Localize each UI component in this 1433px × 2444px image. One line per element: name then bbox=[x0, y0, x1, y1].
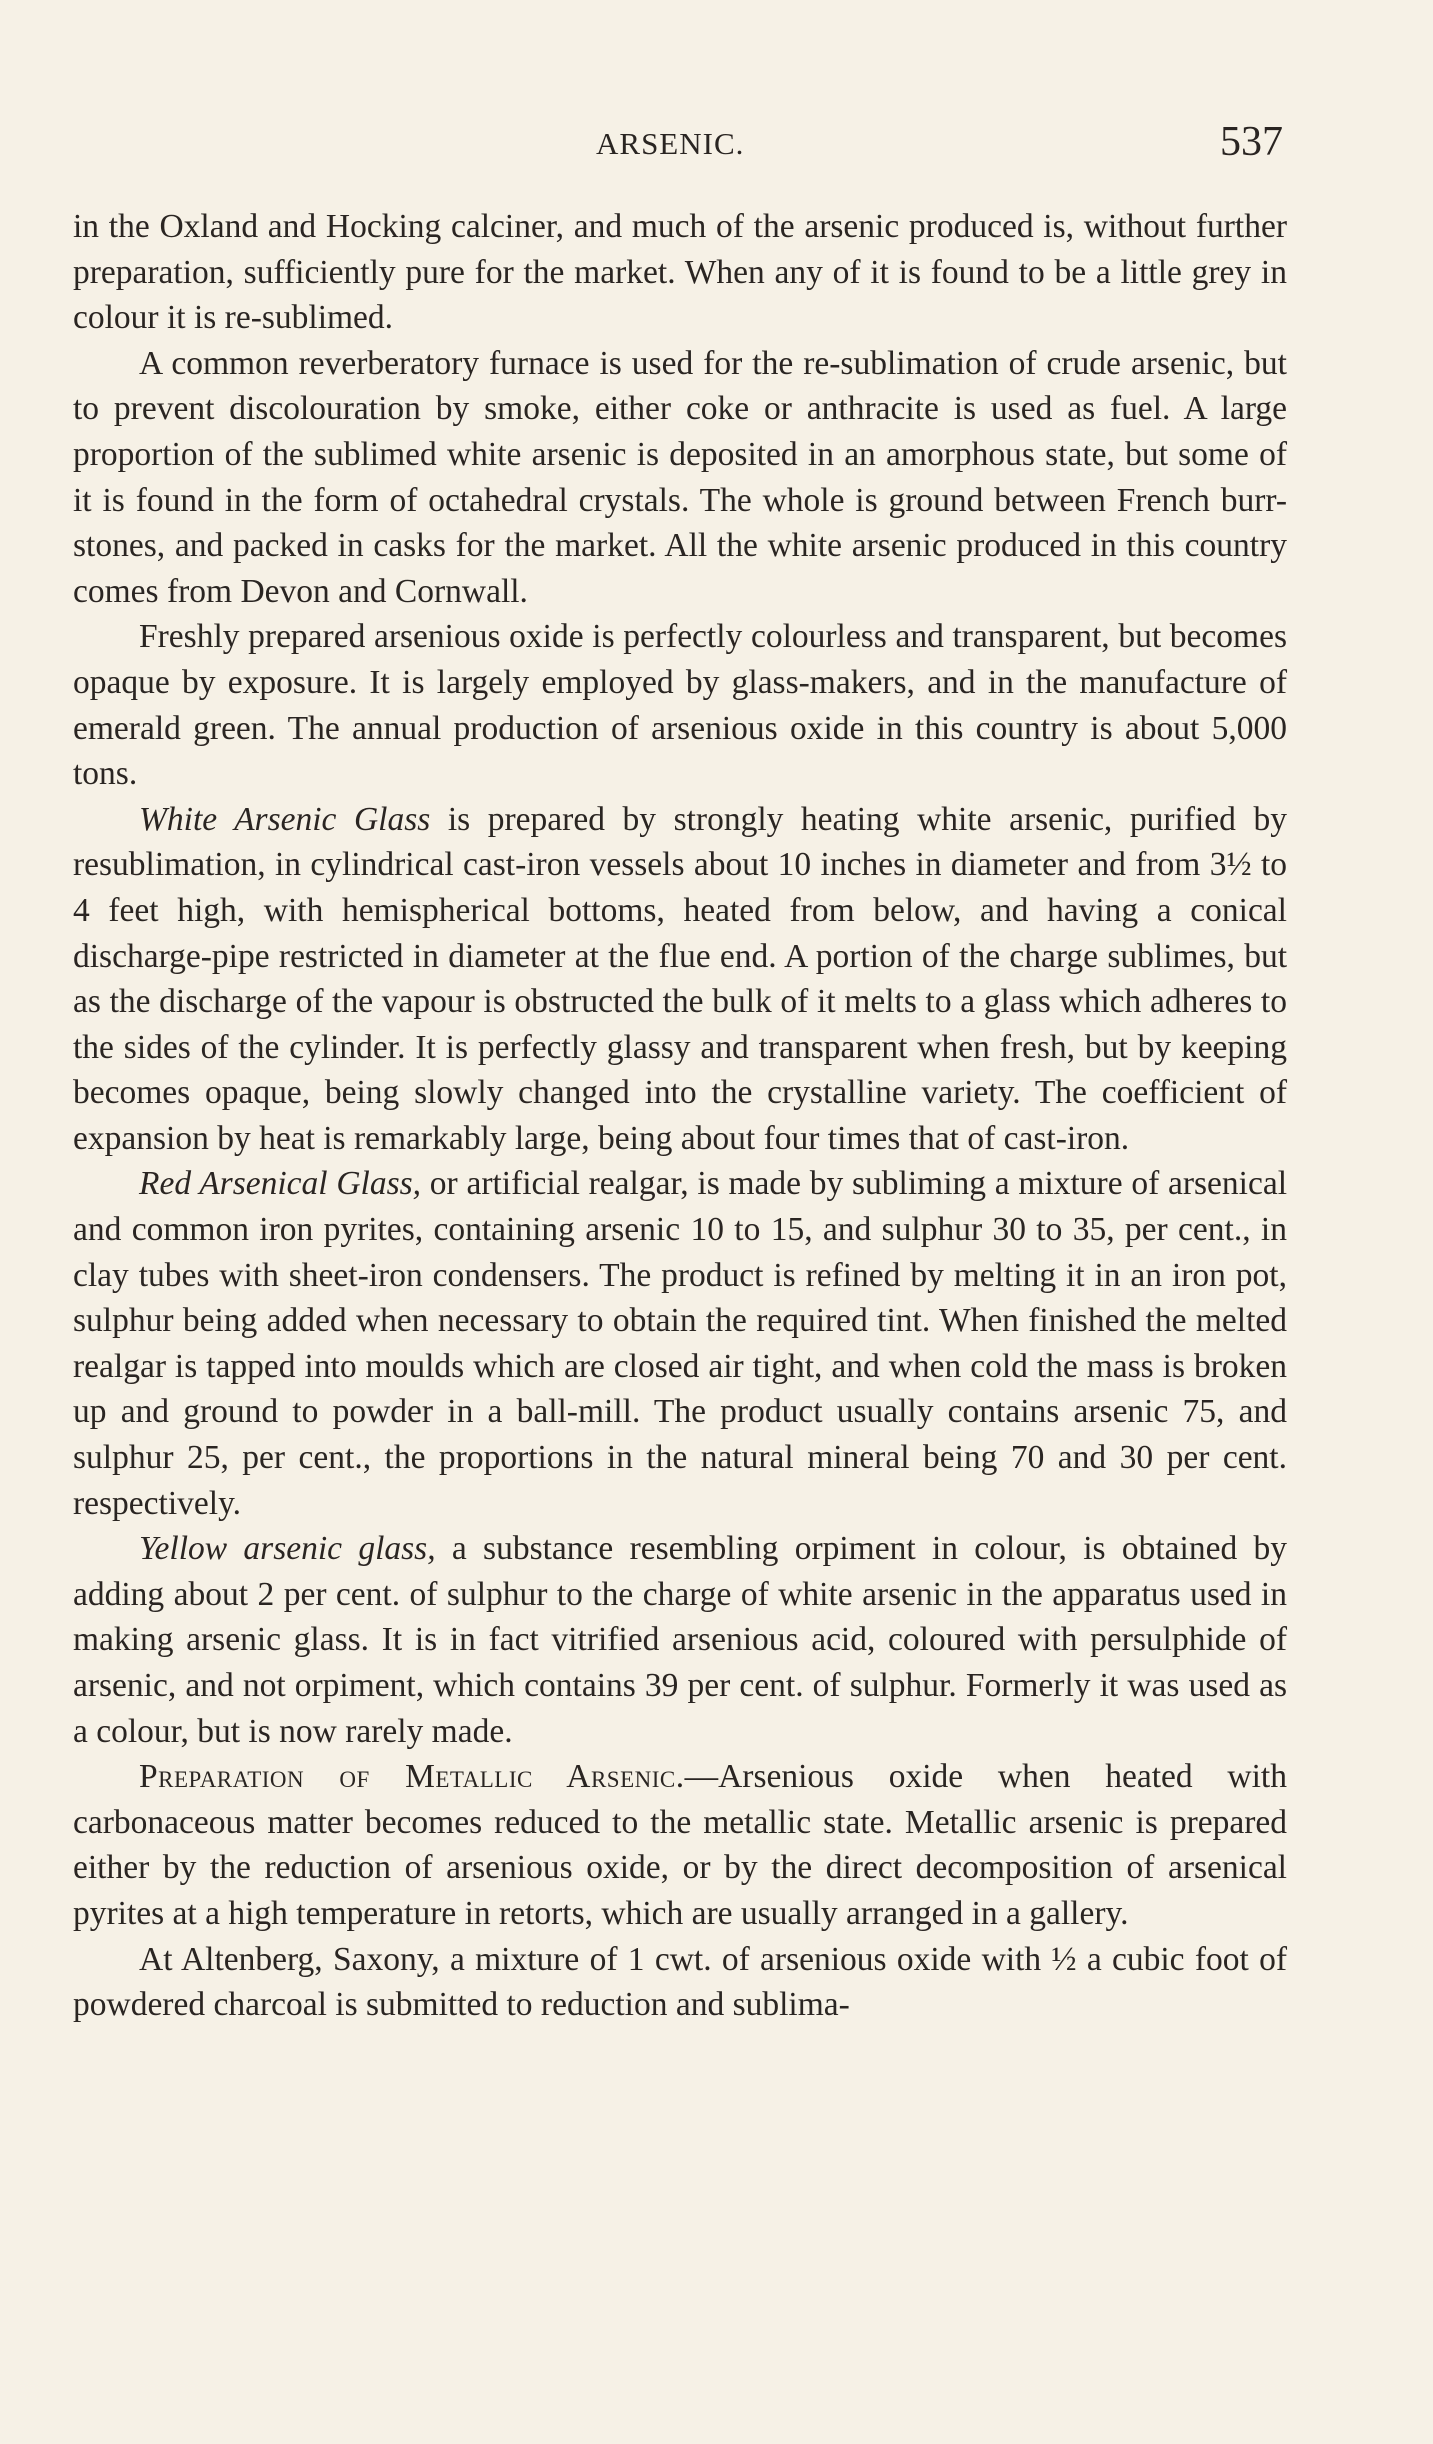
paragraph-text: a substance resembling orpiment in colour, is obtained by adding about 2 per cent. of sulphur to the charge of white arsenic in the apparatus used in making arsenic glass. It is in fact vitrified arsenious acid, coloured with persulphide of arsenic, and not orpiment, which contains 39 per cent. of sulphur. Formerly it was used as a colour, but is now rarely made. bbox=[73, 1530, 1287, 1750]
body-text bbox=[73, 204, 1287, 2028]
paragraph-red-arsenical-glass bbox=[73, 1161, 1287, 1526]
paragraph-white-arsenic-glass bbox=[73, 797, 1287, 1162]
paragraph-arsenious-oxide bbox=[73, 614, 1287, 796]
paragraph-text: At Altenberg, Saxony, a mixture of 1 cwt. of arsenious oxide with ½ a cubic foot of powdered charcoal is submitted to reduction and sublima- bbox=[73, 1940, 1287, 2024]
paragraph-reverberatory-furnace bbox=[73, 341, 1287, 615]
paragraph-text: in the Oxland and Hocking calciner, and much of the arsenic produced is, without further preparation, sufficiently pure for the market. When any of it is found to be a little grey in colour it is re-sublimed. bbox=[73, 208, 1287, 337]
paragraph-text: A common reverberatory furnace is used for the re-sublimation of crude arsenic, but to prevent discolouration by smoke, either coke or anthracite is used as fuel. A large proportion of the sublimed white arsenic is deposited in an amorphous state, but some of it is found in the form of octahedral crystals. The whole is ground between French burr-stones, and packed in casks for the market. All the white arsenic produced in this country comes from Devon and Cornwall. bbox=[73, 344, 1287, 610]
running-title: ARSENIC. bbox=[596, 126, 745, 161]
paragraph-altenberg bbox=[73, 1937, 1287, 2028]
paragraph-metallic-arsenic bbox=[73, 1754, 1287, 1936]
term-red-arsenical-glass: Red Arsenical Glass, bbox=[139, 1165, 422, 1203]
paragraph-text: —Arsenious oxide when heated with carbonaceous matter becomes reduced to the metallic state. Metallic arsenic is prepared either by the reduction of arsenious oxide, or by the direct decomposition of arsenical pyrites at a high temperature in retorts, which are usually arranged in a gallery. bbox=[73, 1758, 1287, 1932]
paragraph-text: is prepared by strongly heating white arsenic, purified by resublimation, in cylindrical cast-iron vessels about 10 inches in diameter and from 3½ to 4 feet high, with hemispherical bottoms, heated from below, and having a conical discharge-pipe restricted in diameter at the flue end. A portion of the charge sublimes, but as the discharge of the vapour is obstructed the bulk of it melts to a glass which adheres to the sides of the cylinder. It is perfectly glassy and transparent when fresh, but by keeping becomes opaque, being slowly changed into the crystalline variety. The coefficient of expansion by heat is remarkably large, being about four times that of cast-iron. bbox=[73, 800, 1287, 1157]
page-number: 537 bbox=[1220, 119, 1283, 165]
paragraph-oxland-calciner bbox=[73, 204, 1287, 341]
section-heading-metallic-arsenic: Preparation of Metallic Arsenic. bbox=[139, 1758, 685, 1796]
term-yellow-arsenic-glass: Yellow arsenic glass, bbox=[139, 1530, 436, 1568]
term-white-arsenic-glass: White Arsenic Glass bbox=[139, 800, 431, 838]
paragraph-yellow-arsenic-glass bbox=[73, 1526, 1287, 1754]
paragraph-text: Freshly prepared arsenious oxide is perfectly colourless and transparent, but becomes opaque by exposure. It is largely employed by glass-makers, and in the manufacture of emerald green. The annual production of arsenious oxide in this country is about 5,000 tons. bbox=[73, 618, 1287, 793]
paragraph-text: or artificial realgar, is made by subliming a mixture of arsenical and common iron pyrites, containing arsenic 10 to 15, and sulphur 30 to 35, per cent., in clay tubes with sheet-iron condensers. The product is refined by melting it in an iron pot, sulphur being added when necessary to obtain the required tint. When finished the melted realgar is tapped into moulds which are closed air tight, and when cold the mass is broken up and ground to powder in a ball-mill. The product usually contains arsenic 75, and sulphur 25, per cent., the proportions in the natural mineral being 70 and 30 per cent. respectively. bbox=[73, 1165, 1288, 1522]
